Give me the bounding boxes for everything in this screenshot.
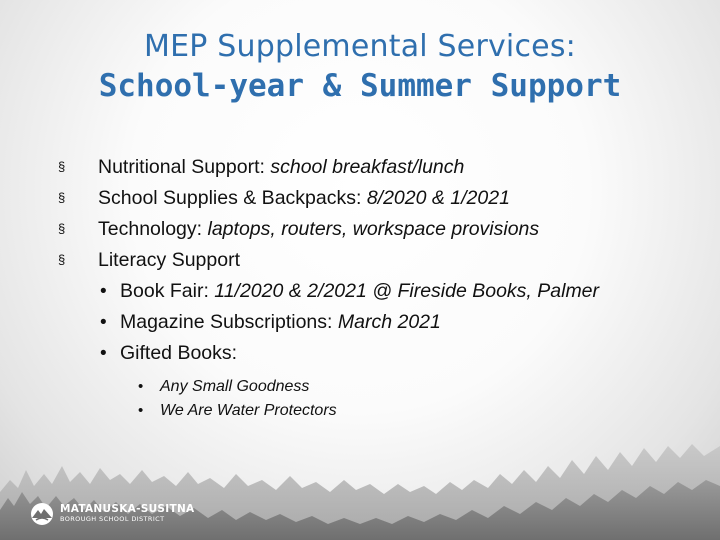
bullet-detail: 8/2020 & 1/2021: [366, 187, 510, 209]
sub-bullet-magazine-subscriptions: [100, 307, 698, 338]
bullet-label: Literacy Support: [98, 249, 240, 271]
dot-bullet-icon: •: [138, 402, 144, 419]
sub-bullet-gifted-books: [100, 338, 698, 369]
district-logo-icon: [30, 502, 54, 526]
logo-subtitle: BOROUGH SCHOOL DISTRICT: [60, 515, 165, 523]
bullet-school-supplies: [58, 183, 698, 214]
slide-title: [0, 28, 720, 106]
sub-bullet-label: Gifted Books:: [120, 342, 238, 364]
title-line-2: School-year & Summer Support: [98, 68, 622, 104]
bullet-nutritional-support: [58, 152, 698, 183]
dot-bullet-icon: •: [100, 343, 107, 364]
bullet-detail: school breakfast/lunch: [270, 156, 465, 178]
bullet-technology: [58, 214, 698, 245]
bullet-label: Nutritional Support:: [98, 156, 271, 178]
sub-bullet-label: Magazine Subscriptions:: [120, 311, 338, 333]
book-item: [138, 375, 698, 399]
logo-name: MATANUSKA-SUSITNA: [60, 503, 195, 515]
dot-bullet-icon: •: [100, 281, 107, 302]
district-logo: [30, 502, 194, 526]
sub-bullet-detail: March 2021: [337, 311, 441, 333]
book-title: We Are Water Protectors: [160, 402, 337, 419]
square-bullet-icon: §: [58, 252, 66, 267]
dot-bullet-icon: •: [138, 378, 144, 395]
sub-bullet-detail: 11/2020 & 2/2021 @ Fireside Books, Palmer: [214, 280, 600, 302]
bullet-label: Technology:: [98, 218, 208, 240]
bullet-list: [58, 152, 698, 423]
square-bullet-icon: §: [58, 159, 66, 174]
bullet-detail: laptops, routers, workspace provisions: [207, 218, 540, 240]
square-bullet-icon: §: [58, 221, 66, 236]
bullet-literacy-support: [58, 245, 698, 276]
sub-bullet-label: Book Fair:: [120, 280, 215, 302]
book-title: Any Small Goodness: [160, 378, 310, 395]
sub-bullet-book-fair: [100, 276, 698, 307]
title-line-1: MEP Supplemental Services:: [144, 29, 576, 64]
dot-bullet-icon: •: [100, 312, 107, 333]
square-bullet-icon: §: [58, 190, 66, 205]
bullet-label: School Supplies & Backpacks:: [98, 187, 367, 209]
